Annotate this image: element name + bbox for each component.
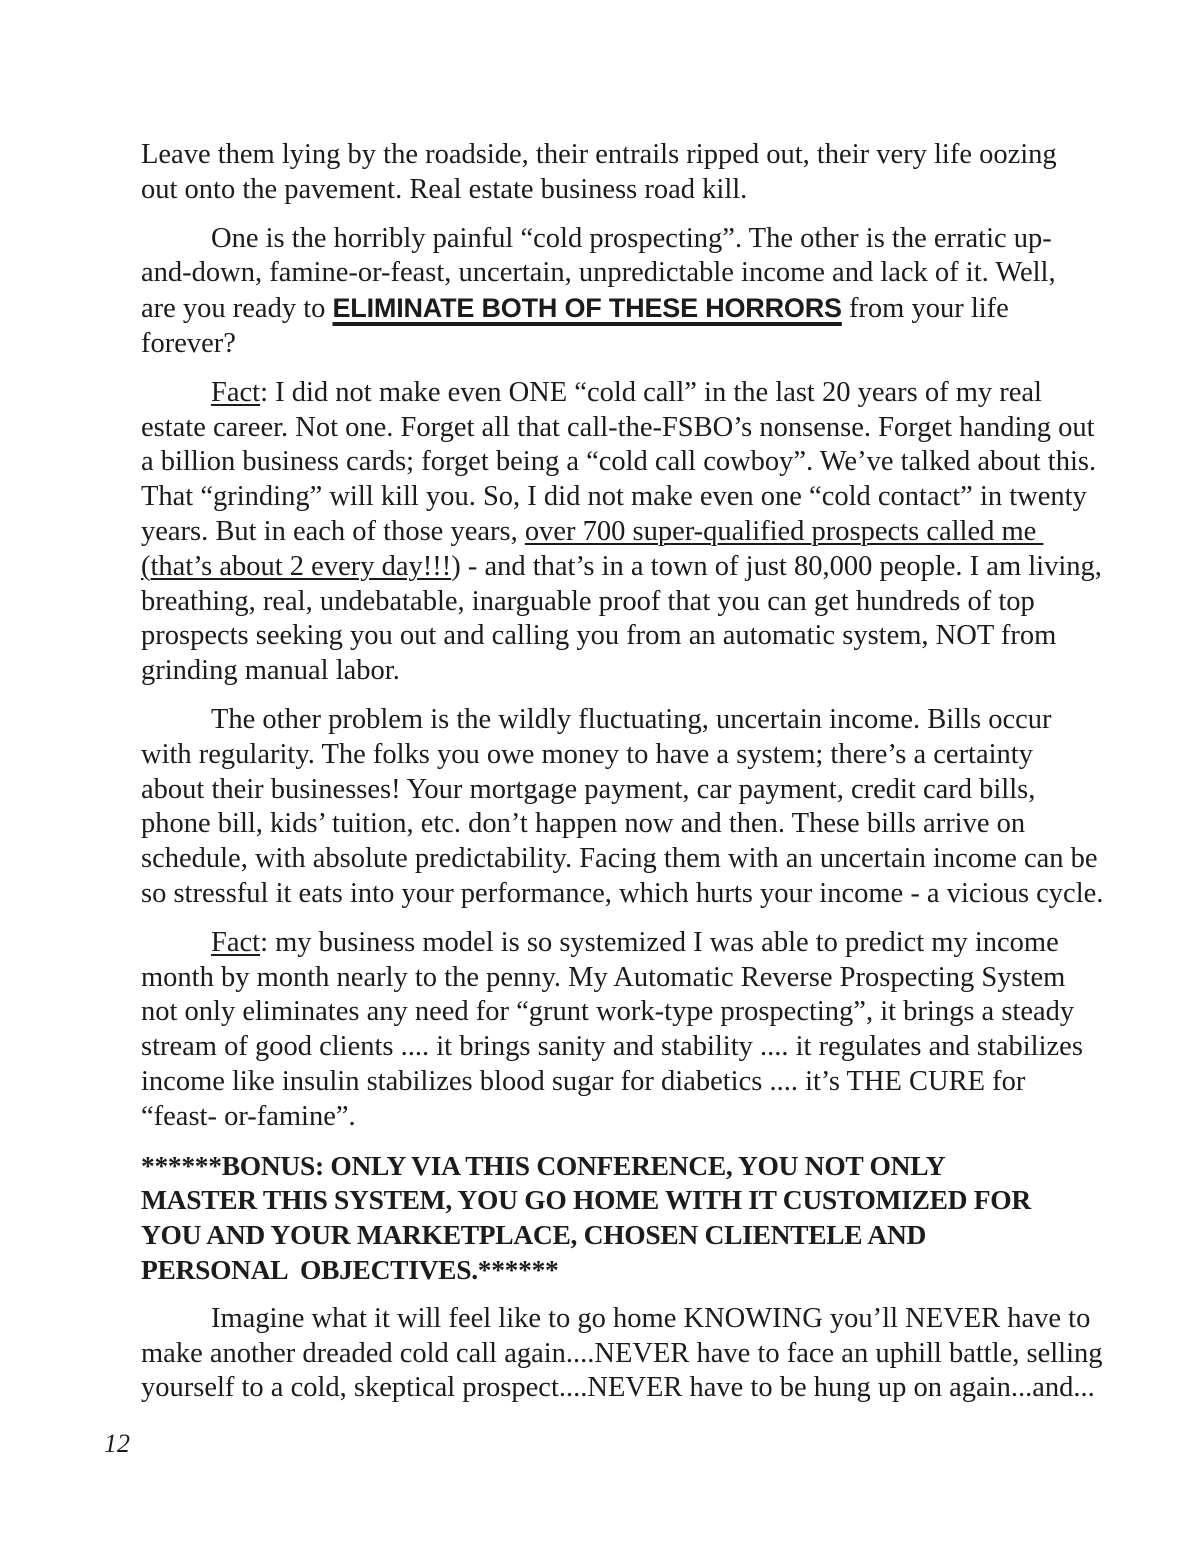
- text-run: : my business model is so systemized I was able to predict my income: [260, 926, 1059, 958]
- text-line: [141, 585, 1063, 620]
- underlined-text: Fact: [211, 376, 261, 408]
- text-run: breathing, real, undebatable, inarguable proof that you can get hundreds of top: [141, 585, 1035, 617]
- text-run: ) - and that’s in a town of just 80,000 people. I am living,: [451, 550, 1102, 582]
- text-run: grinding manual labor.: [141, 655, 400, 687]
- text-run: make another dreaded cold call again....NEVER have to face an uphill battle, selling: [141, 1337, 1103, 1369]
- text-line: [141, 995, 1075, 1030]
- text-run: not only eliminates any need for “grunt work-type prospecting”, it brings a steady: [141, 996, 1075, 1028]
- text-line: [141, 1065, 1063, 1100]
- text-line: [141, 1337, 1103, 1372]
- text-line: [141, 1302, 1091, 1337]
- text-run: out onto the pavement. Real estate business road kill.: [141, 173, 748, 205]
- text-line: [141, 550, 1102, 585]
- text-line: [141, 411, 1095, 446]
- text-run: stream of good clients .... it brings sanity and stability .... it regulates and stabilizes: [141, 1031, 1083, 1063]
- text-run: yourself to a cold, skeptical prospect....NEVER have to be hung up on again...and...: [141, 1372, 1095, 1404]
- text-line: [141, 138, 1063, 173]
- text-run: The other problem is the wildly fluctuating, uncertain income. Bills occur: [211, 703, 1052, 735]
- text-line: [141, 773, 1063, 808]
- text-line: [141, 222, 1063, 257]
- document-page: [141, 138, 1104, 1406]
- underlined-text: (that’s about 2 every day!!!: [141, 550, 452, 582]
- text-run: estate career. Not one. Forget all that call-the-FSBO’s nonsense. Forget handing out: [141, 411, 1095, 443]
- text-line: [141, 515, 1063, 550]
- paragraph-6: [141, 1149, 1063, 1288]
- highlighted-phrase: ELIMINATE BOTH OF THESE HORRORS: [332, 293, 842, 324]
- text-run: Imagine what it will feel like to go home KNOWING you’ll NEVER have to: [211, 1302, 1091, 1334]
- text-line: [141, 961, 1066, 996]
- text-run: : I did not make even ONE “cold call” in the last 20 years of my real: [260, 376, 1042, 408]
- underlined-text: over 700 super-qualified prospects called me: [524, 515, 1044, 547]
- text-line: [141, 1100, 1063, 1135]
- text-line: [141, 173, 1063, 208]
- text-run: years. But in each of those years,: [141, 515, 525, 547]
- page-number: 12: [104, 1429, 130, 1458]
- paragraph-5: [141, 926, 1083, 1135]
- text-line: [141, 703, 1063, 738]
- text-run: Leave them lying by the roadside, their entrails ripped out, their very life oozing: [141, 139, 1057, 170]
- text-line: [141, 1218, 1063, 1253]
- text-run: a billion business cards; forget being a “cold call cowboy”. We’ve talked about this.: [141, 446, 1097, 478]
- text-line: [141, 480, 1087, 515]
- text-line: [141, 445, 1097, 480]
- underlined-text: Fact: [211, 926, 261, 958]
- text-line: [141, 1253, 1063, 1288]
- text-line: [141, 654, 1063, 689]
- text-run: That “grinding” will kill you. So, I did not make even one “cold contact” in twenty: [141, 481, 1087, 513]
- text-line: [141, 926, 1063, 961]
- text-run: “feast- or-famine”.: [141, 1100, 356, 1132]
- text-line: [141, 1183, 1063, 1218]
- text-run: MASTER THIS SYSTEM, YOU GO HOME WITH IT CUSTOMIZED FOR: [141, 1184, 1031, 1216]
- text-run: One is the horribly painful “cold prospecting”. The other is the erratic up-: [211, 222, 1052, 254]
- text-line: [141, 1371, 1095, 1406]
- text-run: so stressful it eats into your performance, which hurts your income - a vicious cycle.: [141, 877, 1104, 909]
- text-line: [141, 291, 1063, 327]
- text-run: forever?: [141, 327, 236, 359]
- text-run: income like insulin stabilizes blood sugar for diabetics .... it’s THE CURE for: [141, 1065, 1026, 1097]
- text-line: [141, 1030, 1083, 1065]
- paragraph-4: [141, 703, 1104, 912]
- text-line: [141, 877, 1104, 912]
- text-run: and-down, famine-or-feast, uncertain, unpredictable income and lack of it. Well,: [141, 257, 1056, 289]
- text-line: [141, 376, 1063, 411]
- text-run: about their businesses! Your mortgage payment, car payment, credit card bills,: [141, 773, 1036, 805]
- paragraph-2: [141, 222, 1063, 362]
- paragraph-3: [141, 376, 1102, 689]
- text-line: [141, 327, 1063, 362]
- text-line: [141, 842, 1098, 877]
- text-line: [141, 1149, 1063, 1184]
- text-run: PERSONAL OBJECTIVES.******: [141, 1253, 559, 1285]
- text-run: schedule, with absolute predictability. Facing them with an uncertain income can be: [141, 843, 1098, 875]
- text-run: with regularity. The folks you owe money to have a system; there’s a certainty: [141, 738, 1033, 770]
- text-run: YOU AND YOUR MARKETPLACE, CHOSEN CLIENTELE AND: [141, 1219, 927, 1251]
- text-run: ******BONUS: ONLY VIA THIS CONFERENCE, YOU NOT ONLY: [141, 1149, 946, 1181]
- text-line: [141, 807, 1063, 842]
- text-run: month by month nearly to the penny. My Automatic Reverse Prospecting System: [141, 961, 1066, 993]
- text-run: are you ready to: [141, 293, 333, 325]
- text-line: [141, 256, 1063, 291]
- text-line: [141, 738, 1063, 773]
- text-run: prospects seeking you out and calling you from an automatic system, NOT from: [141, 620, 1057, 652]
- text-line: [141, 619, 1063, 654]
- text-run: phone bill, kids’ tuition, etc. don’t happen now and then. These bills arrive on: [141, 808, 1026, 840]
- text-run: from your life: [841, 293, 1009, 325]
- paragraph-1: [141, 138, 1063, 208]
- paragraph-7: [141, 1302, 1103, 1406]
